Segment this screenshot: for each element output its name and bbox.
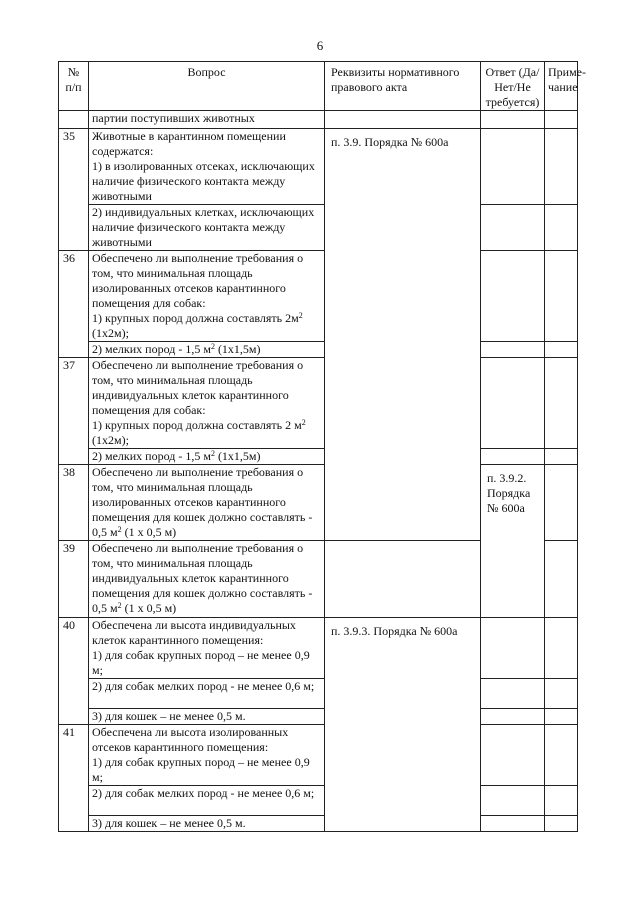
superscript: 2 [301, 418, 306, 427]
header-act: Реквизиты нормативного правового акта [325, 62, 481, 111]
num-cell: 35 [59, 129, 89, 251]
table-row [59, 358, 578, 449]
question-item: (1х2м); [92, 326, 129, 340]
question-cell [89, 129, 325, 205]
note-cell[interactable] [545, 111, 578, 129]
answer-cell[interactable] [481, 618, 545, 679]
header-question: Вопрос [89, 62, 325, 111]
page-number: 6 [316, 38, 324, 53]
answer-cell[interactable] [481, 679, 545, 709]
question-item: 1) для собак крупных пород – не менее 0,9 м; [92, 755, 310, 784]
answer-cell[interactable] [545, 465, 578, 541]
superscript: 2 [210, 342, 215, 351]
question-item: 2) мелких пород - 1,5 $м^2$ (1х1,5м) [89, 449, 325, 465]
question-item: 1) для собак крупных пород – не менее 0,9 м; [92, 648, 310, 677]
note-cell[interactable] [545, 786, 578, 816]
table-row [59, 129, 578, 205]
table-row [59, 786, 578, 816]
question-cell [89, 725, 325, 786]
answer-cell[interactable] [481, 449, 545, 465]
num-cell: 38 [59, 465, 89, 541]
table-row [59, 342, 578, 358]
question-cell [89, 618, 325, 679]
answer-cell[interactable] [481, 205, 545, 251]
question-item: 2) мелких пород - 1,5 $м^2$ (1х1,5м) [89, 342, 325, 358]
question-text: Обеспечено ли выполнение требования о том, что минимальная площадь индивидуальных клеток карантинного помещения для кошек должно составлять - 0,5 м [92, 541, 313, 615]
table-row [59, 725, 578, 786]
note-cell[interactable] [545, 342, 578, 358]
question-item: 3) для кошек – не менее 0,5 м. [89, 816, 325, 832]
table-row [59, 618, 578, 679]
num-cell: 37 [59, 358, 89, 465]
answer-cell[interactable] [325, 541, 481, 618]
answer-cell[interactable] [481, 111, 545, 129]
header-answer: Ответ (Да/ Нет/Не требуется) [481, 62, 545, 111]
table-row [59, 679, 578, 709]
table-row [59, 111, 578, 129]
question-cell: Обеспечено ли выполнение требования о том, что минимальная площадь изолированных отсеков карантинного помещения для кошек должно составлять - 0,5 $м^2$ (1 х 0,5 м) [89, 465, 325, 541]
act-cell: п. 3.9.3. Порядка № 600а [325, 618, 481, 832]
table-row [59, 709, 578, 725]
table-row [59, 251, 578, 342]
num-cell: 39 [59, 541, 89, 618]
num-cell: 36 [59, 251, 89, 358]
question-text: Обеспечено ли выполнение требования о том, что минимальная площадь изолированных отсеков карантинного помещения для кошек должно составлять - 0,5 м [92, 465, 313, 539]
note-cell[interactable] [545, 541, 578, 618]
table-row [59, 465, 578, 541]
note-cell[interactable] [545, 816, 578, 832]
question-cell: партии поступивших животных [89, 111, 325, 129]
question-cell [89, 358, 325, 449]
answer-cell[interactable] [481, 786, 545, 816]
num-cell: 40 [59, 618, 89, 725]
note-cell[interactable] [545, 129, 578, 205]
answer-cell[interactable] [481, 709, 545, 725]
answer-cell[interactable] [481, 358, 545, 449]
num-cell: 41 [59, 725, 89, 832]
act-cell: п. 3.9.2. Порядка № 600а [481, 465, 545, 618]
header-num: № п/п [59, 62, 89, 111]
note-cell[interactable] [545, 709, 578, 725]
answer-cell[interactable] [481, 342, 545, 358]
question-item: 2) для собак мелких пород - не менее 0,6 м; [89, 786, 325, 816]
question-item: 2) индивидуальных клетках, исключающих наличие физического контакта между животными [89, 205, 325, 251]
question-item: (1х2м); [92, 433, 129, 447]
question-text: Обеспечено ли выполнение требования о том, что минимальная площадь индивидуальных клеток карантинного помещения для собак: [92, 358, 304, 417]
superscript: 2 [298, 311, 303, 320]
table-row [59, 816, 578, 832]
note-cell[interactable] [545, 679, 578, 709]
answer-cell[interactable] [481, 251, 545, 342]
checklist-table [58, 61, 587, 832]
answer-cell[interactable] [481, 816, 545, 832]
question-text: Обеспечена ли высота индивидуальных клеток карантинного помещения: [92, 618, 296, 647]
superscript: 2 [117, 525, 122, 534]
question-item: 1) крупных пород должна составлять 2 м [92, 418, 302, 432]
question-text: Животные в карантинном помещении содержатся: [92, 129, 286, 158]
superscript: 2 [210, 449, 215, 458]
num-cell [59, 111, 89, 129]
note-cell[interactable] [545, 205, 578, 251]
question-item: 1) в изолированных отсеках, исключающих наличие физического контакта между животными [92, 159, 315, 203]
act-cell: п. 3.9. Порядка № 600а [325, 129, 481, 541]
superscript: 2 [117, 601, 122, 610]
note-cell[interactable] [545, 725, 578, 786]
act-cell [325, 111, 481, 129]
question-item: 1) крупных пород должна составлять 2м [92, 311, 299, 325]
question-cell [89, 251, 325, 342]
question-text: Обеспечено ли выполнение требования о том, что минимальная площадь изолированных отсеков карантинного помещения для собак: [92, 251, 304, 310]
table-header-row [59, 62, 578, 111]
question-item: 2) для собак мелких пород - не менее 0,6 м; [89, 679, 325, 709]
note-cell[interactable] [545, 251, 578, 342]
question-item: 3) для кошек – не менее 0,5 м. [89, 709, 325, 725]
question-text: Обеспечена ли высота изолированных отсеков карантинного помещения: [92, 725, 289, 754]
answer-cell[interactable] [481, 725, 545, 786]
answer-cell[interactable] [481, 129, 545, 205]
question-cell: Обеспечено ли выполнение требования о том, что минимальная площадь индивидуальных клеток карантинного помещения для кошек должно составлять - 0,5 $м^2$ (1 х 0,5 м) [89, 541, 325, 618]
note-cell[interactable] [545, 618, 578, 679]
table-row [59, 205, 578, 251]
note-cell[interactable] [545, 449, 578, 465]
note-cell[interactable] [545, 358, 578, 449]
table-row [59, 449, 578, 465]
header-note: Приме-чание [545, 62, 578, 111]
